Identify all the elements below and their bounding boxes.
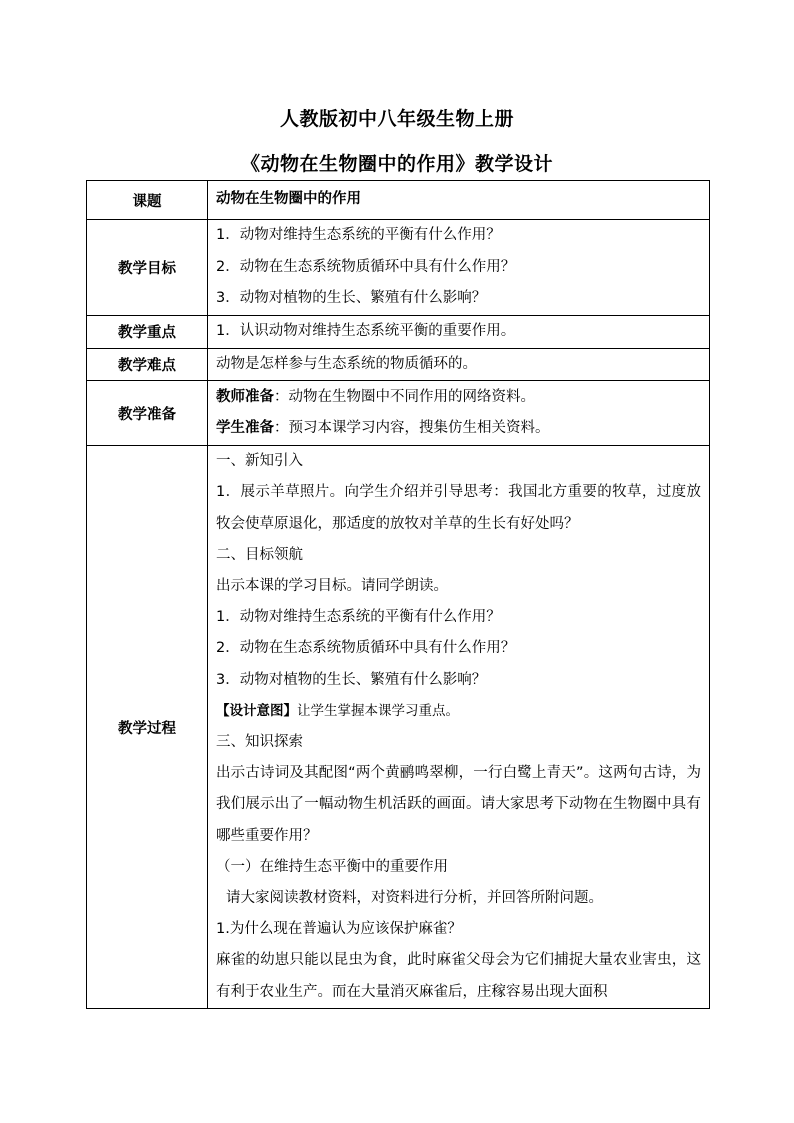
student-preparation-text: ：预习本课学习内容，搜集仿生相关资料。 xyxy=(274,420,550,436)
section-paragraph: 1．展示羊草照片。向学生介绍并引导思考：我国北方重要的牧草，过度放牧会使草原退化，那适度的放牧对羊草的生长有好处吗？ xyxy=(216,484,701,532)
section-paragraph: 请大家阅读教材资料，对资料进行分析，并回答所附问题。 xyxy=(226,890,603,907)
value-topic xyxy=(208,181,710,220)
student-preparation-lead: 学生准备 xyxy=(216,420,274,436)
document-title: 人教版初中八年级生物上册 xyxy=(279,108,514,130)
value-preparation xyxy=(208,381,710,446)
objective-item: 2．动物在生态系统物质循环中具有什么作用？ xyxy=(216,258,516,275)
topic-text: 动物在生物圈中的作用 xyxy=(216,191,361,208)
row-objectives xyxy=(87,220,710,316)
question: 1.为什么现在普遍认为应该保护麻雀？ xyxy=(216,921,462,938)
teacher-preparation xyxy=(216,382,701,414)
label-key-points: 教学重点 xyxy=(87,316,208,349)
design-intent xyxy=(216,696,701,727)
label-objectives: 教学目标 xyxy=(87,220,208,316)
goal-item: 1．动物对维持生态系统的平衡有什么作用？ xyxy=(216,609,501,626)
row-process xyxy=(87,446,710,1009)
key-points-text: 1．认识动物对维持生态系统平衡的重要作用。 xyxy=(216,323,516,339)
value-difficulties xyxy=(208,348,710,381)
goal-item: 3．动物对植物的生长、繁殖有什么影响？ xyxy=(216,671,487,688)
teacher-preparation-text: ：动物在生物圈中不同作用的网络资料。 xyxy=(274,388,535,405)
document-subtitle: 《动物在生物圈中的作用》教学设计 xyxy=(240,153,553,175)
row-key-points xyxy=(87,316,710,349)
answer-paragraph: 麻雀的幼崽只能以昆虫为食，此时麻雀父母会为它们捕捉大量农业害虫，这有利于农业生产。而在大量消灭麻雀后，庄稼容易出现大面积 xyxy=(216,952,701,1000)
section-heading: 一、新知引入 xyxy=(216,453,303,470)
teacher-preparation-lead: 教师准备 xyxy=(216,388,274,405)
lesson-plan-table xyxy=(86,180,710,1009)
value-key-points xyxy=(208,316,710,349)
value-process xyxy=(208,446,710,1009)
label-difficulties: 教学难点 xyxy=(87,348,208,381)
row-topic xyxy=(87,181,710,220)
student-preparation xyxy=(216,413,701,445)
objective-item: 1．动物对维持生态系统的平衡有什么作用？ xyxy=(216,227,501,244)
section-paragraph: 出示本课的学习目标。请同学朗读。 xyxy=(216,577,448,594)
section-paragraph: 出示古诗词及其配图“两个黄鹂鸣翠柳，一行白鹭上青天”。这两句古诗，为我们展示出了一幅动物生机活跃的画面。请大家思考下动物在生物圈中具有哪些重要作用？ xyxy=(216,765,701,844)
label-preparation: 教学准备 xyxy=(87,381,208,446)
difficulties-text: 动物是怎样参与生态系统的物质循环的。 xyxy=(216,355,477,372)
row-preparation xyxy=(87,381,710,446)
objective-item: 3．动物对植物的生长、繁殖有什么影响？ xyxy=(216,290,487,307)
value-objectives xyxy=(208,220,710,316)
goal-item: 2．动物在生态系统物质循环中具有什么作用？ xyxy=(216,640,516,657)
design-intent-lead: 【设计意图】 xyxy=(216,702,297,719)
label-topic: 课题 xyxy=(87,181,208,220)
subsection-heading: （一）在维持生态平衡中的重要作用 xyxy=(216,858,448,875)
section-heading: 三、知识探索 xyxy=(216,734,303,750)
section-heading: 二、目标领航 xyxy=(216,546,303,563)
row-difficulties xyxy=(87,348,710,381)
label-process: 教学过程 xyxy=(87,446,208,1009)
design-intent-text: 让学生掌握本课学习重点。 xyxy=(297,702,459,719)
